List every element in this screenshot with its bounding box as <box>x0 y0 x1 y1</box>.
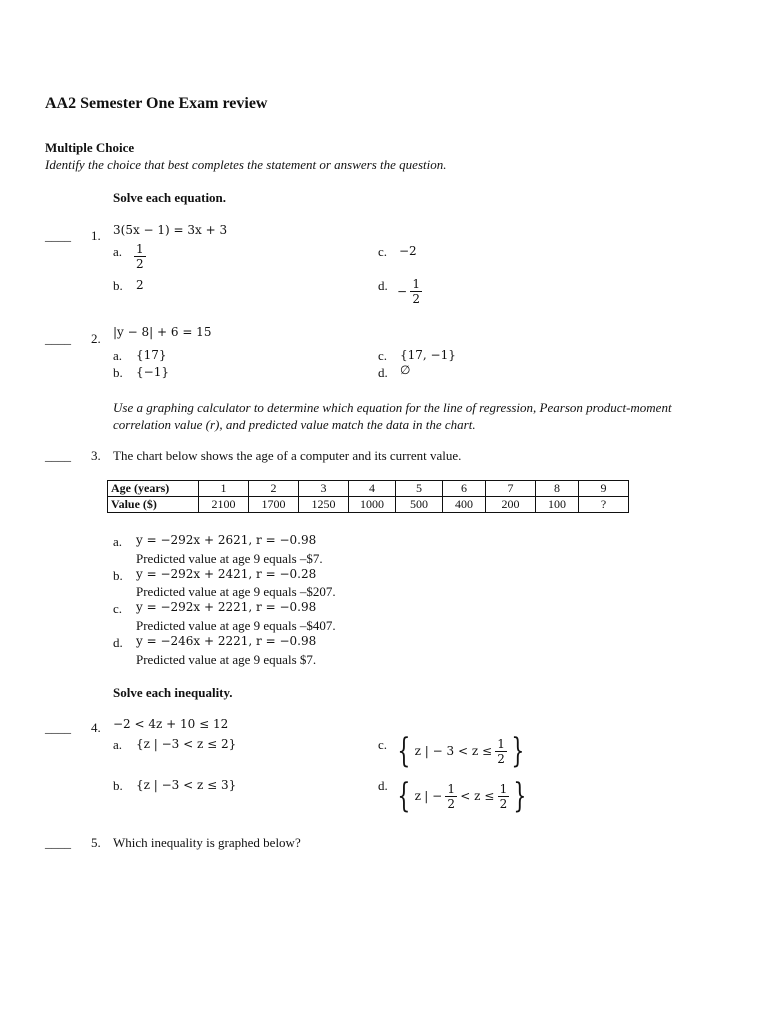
table-row <box>108 497 629 513</box>
question-inequality: −2 < 4z + 10 ≤ 12 <box>113 717 229 731</box>
choice-a[interactable] <box>134 242 146 271</box>
question-text: Which inequality is graphed below? <box>113 835 301 850</box>
table-cell: 100 <box>536 497 579 513</box>
right-brace: } <box>511 731 525 771</box>
choice-letter: b. <box>113 365 123 380</box>
answer-blank[interactable]: ____ <box>45 720 71 735</box>
choice-letter: c. <box>378 348 388 363</box>
choice-c-prediction: Predicted value at age 9 equals –$407. <box>136 618 336 633</box>
table-row <box>108 481 629 497</box>
table-cell: 1700 <box>249 497 299 513</box>
table-cell: 7 <box>486 481 536 497</box>
table-cell: 1000 <box>349 497 396 513</box>
table-cell: 4 <box>349 481 396 497</box>
section-instructions: Identify the choice that best completes the statement or answers the question. <box>45 157 447 172</box>
fraction: $\frac{1}{2}$ <box>412 277 420 306</box>
left-brace: { <box>397 731 411 771</box>
table-cell: 2 <box>249 481 299 497</box>
group-heading-equations: Solve each equation. <box>113 190 227 205</box>
answer-blank[interactable]: ____ <box>45 448 71 463</box>
question-equation: 3(5x − 1) = 3x + 3 <box>113 223 228 237</box>
page-title: AA2 Semester One Exam review <box>45 95 268 112</box>
choice-a-prediction: Predicted value at age 9 equals –$7. <box>136 551 323 566</box>
choice-c[interactable]: −2 <box>399 244 417 258</box>
left-brace: { <box>397 776 411 816</box>
choice-c[interactable]: y = −292x + 2221, r = −0.98 <box>136 600 317 614</box>
table-cell: 1250 <box>299 497 349 513</box>
choice-letter: a. <box>113 348 123 363</box>
table-cell: 9 <box>579 481 629 497</box>
choice-letter: c. <box>378 244 388 259</box>
question-text: The chart below shows the age of a computer and its current value. <box>113 448 462 463</box>
table-cell: 3 <box>299 481 349 497</box>
choice-b-prediction: Predicted value at age 9 equals –$207. <box>136 584 336 599</box>
row-header: Age (years) <box>108 481 199 497</box>
table-cell: 200 <box>486 497 536 513</box>
table-cell: 5 <box>396 481 443 497</box>
table-cell: ? <box>579 497 629 513</box>
fraction: $\frac{1}{2}$ <box>136 242 144 271</box>
choice-letter: b. <box>113 568 123 583</box>
group-heading-inequalities: Solve each inequality. <box>113 685 233 700</box>
choice-letter: c. <box>378 737 388 752</box>
question-number: 2. <box>91 331 101 346</box>
group-instructions-regression: Use a graphing calculator to determine which equation for the line of regression, Pearson product-moment correlation value (r), and predicted value match the data in the chart. <box>113 400 672 432</box>
fraction: $\frac{1}{2}$ <box>499 781 508 811</box>
choice-a[interactable]: y = −292x + 2621, r = −0.98 <box>136 533 317 547</box>
question-equation: |y − 8| + 6 = 15 <box>113 325 212 339</box>
choice-letter: d. <box>378 778 388 793</box>
table-cell: 500 <box>396 497 443 513</box>
section-heading: Multiple Choice <box>45 140 135 155</box>
table-cell: 1 <box>199 481 249 497</box>
choice-d[interactable]: ∅ <box>400 363 411 377</box>
question-number: 5. <box>91 835 101 850</box>
question-number: 1. <box>91 228 101 243</box>
choice-letter: d. <box>113 635 123 650</box>
question-number: 4. <box>91 720 101 735</box>
choice-a[interactable]: {17} <box>136 348 167 362</box>
fraction: $\frac{1}{2}$ <box>447 781 456 811</box>
choice-letter: b. <box>113 778 123 793</box>
choice-b[interactable]: {−1} <box>136 365 169 379</box>
table-cell: 400 <box>443 497 486 513</box>
choice-a[interactable]: {z | −3 < z ≤ 2} <box>136 737 237 751</box>
row-header: Value ($) <box>108 497 199 513</box>
choice-c[interactable]: {17, −1} <box>400 348 456 362</box>
table-cell: 8 <box>536 481 579 497</box>
choice-d[interactable]: − $\frac{1}{2}$ <box>397 277 420 306</box>
right-brace: } <box>513 776 527 816</box>
choice-letter: a. <box>113 534 123 549</box>
choice-letter: d. <box>378 365 388 380</box>
choice-letter: a. <box>113 737 123 752</box>
choice-b[interactable]: 2 <box>136 278 144 292</box>
fraction: $\frac{1}{2}$ <box>497 736 505 766</box>
table-cell: 2100 <box>199 497 249 513</box>
answer-blank[interactable]: ____ <box>45 835 71 850</box>
choice-d[interactable]: { z | − $\frac{1}{2}$ < z ≤ $\frac{1}{2}$ } <box>397 776 527 816</box>
choice-d[interactable]: y = −246x + 2221, r = −0.98 <box>136 634 317 648</box>
choice-d-prediction: Predicted value at age 9 equals $7. <box>136 652 317 667</box>
choice-letter: b. <box>113 278 123 293</box>
answer-blank[interactable]: ____ <box>45 228 71 243</box>
choice-b[interactable]: y = −292x + 2421, r = −0.28 <box>136 567 317 581</box>
choice-b[interactable]: {z | −3 < z ≤ 3} <box>136 778 237 792</box>
question-number: 3. <box>91 448 101 463</box>
choice-letter: c. <box>113 601 123 616</box>
choice-letter: a. <box>113 244 123 259</box>
choice-c[interactable]: { z | − 3 < z ≤ $\frac{1}{2}$ } <box>397 731 525 771</box>
answer-blank[interactable]: ____ <box>45 331 71 346</box>
data-table <box>107 480 629 513</box>
table-cell: 6 <box>443 481 486 497</box>
choice-letter: d. <box>378 278 388 293</box>
